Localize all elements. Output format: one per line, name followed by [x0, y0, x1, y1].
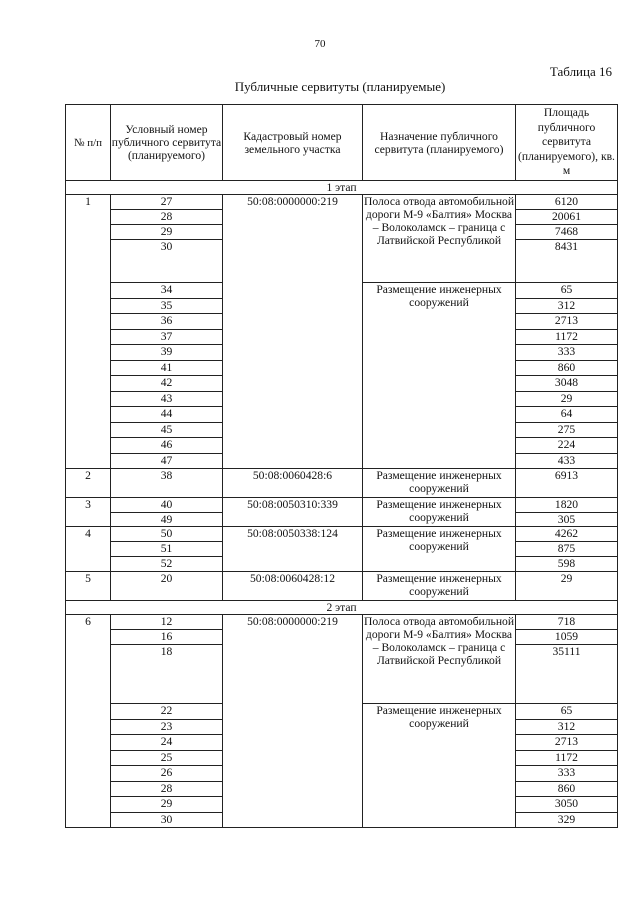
servitude-number: 45 [111, 422, 223, 438]
servitude-number: 50 [111, 527, 223, 542]
header-cadastral-number: Кадастровый номер земельного участка [223, 105, 363, 181]
purpose: Размещение инженерных сооружений [363, 469, 516, 498]
servitude-number: 12 [111, 615, 223, 630]
servitude-number: 37 [111, 329, 223, 345]
area-value: 860 [516, 360, 618, 376]
servitude-number: 49 [111, 513, 223, 527]
area-value: 875 [516, 542, 618, 557]
servitude-number: 23 [111, 719, 223, 735]
area-value: 305 [516, 513, 618, 527]
servitude-number: 29 [111, 797, 223, 813]
area-value: 64 [516, 407, 618, 423]
table-row [66, 527, 618, 542]
area-value: 20061 [516, 210, 618, 225]
table-label: Таблица 16 [549, 64, 612, 79]
header-row [66, 105, 618, 181]
area-value: 329 [516, 812, 618, 828]
area-value: 860 [516, 781, 618, 797]
area-value: 1820 [516, 498, 618, 513]
cadastral-number: 50:08:0000000:219 [223, 615, 363, 828]
area-value: 65 [516, 704, 618, 720]
stage-label: 2 этап [66, 601, 618, 615]
purpose-road: Полоса отвода автомобильной дороги М-9 «Балтия» Москва – Волоколамск – граница с Латвийской Республикой [363, 615, 516, 704]
area-value: 8431 [516, 240, 618, 283]
servitude-number: 20 [111, 572, 223, 601]
servitude-number: 25 [111, 750, 223, 766]
cadastral-number: 50:08:0000000:219 [223, 195, 363, 469]
table-row [66, 498, 618, 513]
servitude-number: 22 [111, 704, 223, 720]
purpose-engineering: Размещение инженерных сооружений [363, 283, 516, 469]
servitude-number: 16 [111, 630, 223, 645]
cadastral-number: 50:08:0060428:12 [223, 572, 363, 601]
header-num: № п/п [66, 105, 111, 181]
row-number: 5 [66, 572, 111, 601]
purpose: Размещение инженерных сооружений [363, 527, 516, 572]
purpose-road: Полоса отвода автомобильной дороги М-9 «Балтия» Москва – Волоколамск – граница с Латвийской Республикой [363, 195, 516, 283]
area-value: 1059 [516, 630, 618, 645]
cadastral-number: 50:08:0050310:339 [223, 498, 363, 527]
area-value: 7468 [516, 225, 618, 240]
area-value: 598 [516, 557, 618, 572]
servitude-number: 42 [111, 376, 223, 392]
servitudes-table [65, 104, 618, 828]
servitude-number: 36 [111, 314, 223, 330]
area-value: 333 [516, 345, 618, 361]
table-row [66, 195, 618, 210]
table-row [66, 469, 618, 498]
area-value: 4262 [516, 527, 618, 542]
table-title: Публичные сервитуты (планируемые) [234, 79, 446, 94]
purpose-engineering: Размещение инженерных сооружений [363, 704, 516, 828]
servitude-number: 34 [111, 283, 223, 299]
servitude-number: 38 [111, 469, 223, 498]
area-value: 3050 [516, 797, 618, 813]
servitude-number: 27 [111, 195, 223, 210]
table-body [66, 181, 618, 828]
purpose: Размещение инженерных сооружений [363, 572, 516, 601]
header-area: Площадь публичного сервитута (планируемого), кв. м [516, 105, 618, 181]
servitude-number: 30 [111, 240, 223, 283]
header-servitude-number: Условный номер публичного сервитута (планируемого) [111, 105, 223, 181]
servitude-number: 28 [111, 781, 223, 797]
servitude-number: 41 [111, 360, 223, 376]
area-value: 35111 [516, 645, 618, 704]
row-number: 4 [66, 527, 111, 572]
area-value: 433 [516, 453, 618, 469]
area-value: 275 [516, 422, 618, 438]
header-purpose: Назначение публичного сервитута (планируемого) [363, 105, 516, 181]
servitude-number: 52 [111, 557, 223, 572]
stage-1-row [66, 181, 618, 195]
row-number: 2 [66, 469, 111, 498]
area-value: 718 [516, 615, 618, 630]
servitude-number: 44 [111, 407, 223, 423]
area-value: 29 [516, 572, 618, 601]
area-value: 6120 [516, 195, 618, 210]
area-value: 333 [516, 766, 618, 782]
area-value: 312 [516, 719, 618, 735]
servitude-number: 28 [111, 210, 223, 225]
stage-label: 1 этап [66, 181, 618, 195]
servitude-number: 24 [111, 735, 223, 751]
servitude-number: 35 [111, 298, 223, 314]
servitude-number: 43 [111, 391, 223, 407]
servitude-number: 47 [111, 453, 223, 469]
servitude-number: 18 [111, 645, 223, 704]
servitude-number: 30 [111, 812, 223, 828]
purpose: Размещение инженерных сооружений [363, 498, 516, 527]
cadastral-number: 50:08:0050338:124 [223, 527, 363, 572]
area-value: 1172 [516, 329, 618, 345]
row-number: 6 [66, 615, 111, 828]
table-row [66, 572, 618, 601]
area-value: 6913 [516, 469, 618, 498]
area-value: 312 [516, 298, 618, 314]
servitude-number: 26 [111, 766, 223, 782]
area-value: 3048 [516, 376, 618, 392]
table-row [66, 615, 618, 630]
area-value: 2713 [516, 735, 618, 751]
area-value: 29 [516, 391, 618, 407]
area-value: 2713 [516, 314, 618, 330]
servitude-number: 29 [111, 225, 223, 240]
cadastral-number: 50:08:0060428:6 [223, 469, 363, 498]
area-value: 224 [516, 438, 618, 454]
servitude-number: 39 [111, 345, 223, 361]
servitude-number: 51 [111, 542, 223, 557]
row-number: 1 [66, 195, 111, 469]
stage-2-row [66, 601, 618, 615]
page-number: 70 [314, 38, 326, 50]
area-value: 65 [516, 283, 618, 299]
servitude-number: 46 [111, 438, 223, 454]
row-number: 3 [66, 498, 111, 527]
area-value: 1172 [516, 750, 618, 766]
servitude-number: 40 [111, 498, 223, 513]
